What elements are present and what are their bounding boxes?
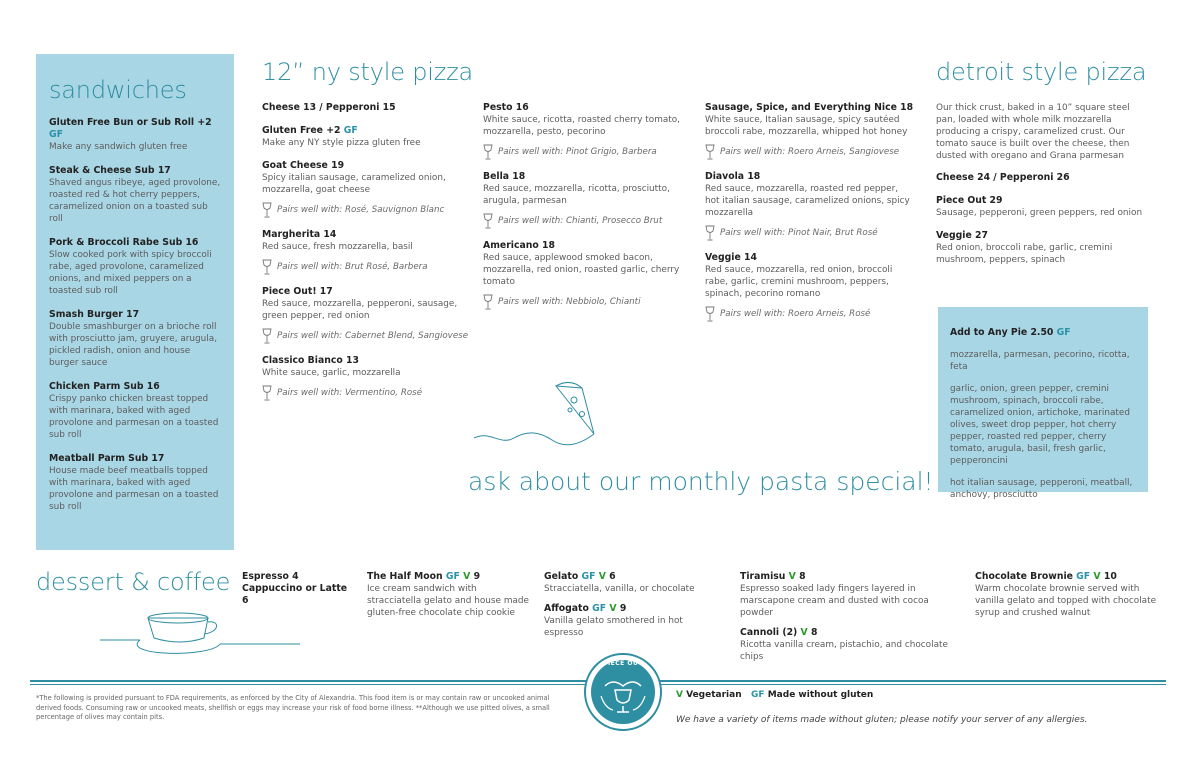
wine-glass-icon bbox=[705, 225, 715, 241]
menu-item-desc: Double smashburger on a brioche roll with prosciutto jam, gruyere, arugula, pickled radish, onion and house burger sauce bbox=[49, 322, 218, 368]
menu-item-name: Classico Bianco 13 bbox=[262, 355, 359, 366]
wine-pairing-text: Pairs well with: Roero Arneis, Rosé bbox=[720, 309, 871, 319]
dessert-price: 9 bbox=[619, 603, 627, 614]
menu-item-name: Cheese 24 / Pepperoni 26 bbox=[936, 172, 1070, 183]
dessert-item bbox=[740, 571, 960, 619]
dessert-item bbox=[367, 571, 532, 619]
menu-item-desc: Make any NY style pizza gluten free bbox=[262, 138, 421, 148]
menu-item-desc: Red sauce, mozzarella, roasted red pepper, hot italian sausage, caramelized onions, spicy mozzarella bbox=[705, 184, 910, 218]
pasta-special-banner: ask about our monthly pasta special! bbox=[468, 467, 934, 496]
dessert-item-desc: Warm chocolate brownie served with vanilla gelato and topped with chocolate syrup and crushed walnut bbox=[975, 584, 1157, 618]
menu-item-name: Veggie 14 bbox=[705, 252, 757, 263]
dessert-item bbox=[740, 627, 960, 663]
menu-item-desc: Crispy panko chicken breast topped with marinara, baked with aged provolone and parmesan on a toasted sub roll bbox=[49, 394, 219, 440]
menu-item bbox=[936, 172, 1151, 184]
menu-item-name: Pesto 16 bbox=[483, 102, 529, 113]
wine-glass-icon bbox=[262, 328, 272, 344]
wine-pairing bbox=[705, 144, 915, 160]
dessert-item-desc: Espresso soaked lady fingers layered in marscapone cream and dusted with cocoa powder bbox=[740, 584, 929, 618]
coffee-column bbox=[242, 571, 352, 607]
menu-item bbox=[262, 102, 472, 114]
menu-item-name: Smash Burger 17 bbox=[49, 309, 140, 320]
menu-item-name: Veggie 27 bbox=[936, 230, 988, 241]
detroit-intro: Our thick crust, baked in a 10” square steel pan, loaded with whole milk mozzarella producing a crispy, caramelized crust. Our tomato sauce is built over the cheese, then dusted with oregano and Grana parmesan bbox=[936, 103, 1130, 161]
cappuccino-item: Cappuccino or Latte 6 bbox=[242, 583, 348, 606]
dessert-item-desc: Stracciatella, vanilla, or chocolate bbox=[544, 584, 695, 594]
wine-pairing bbox=[262, 259, 472, 275]
menu-item bbox=[705, 252, 915, 322]
menu-item bbox=[705, 102, 915, 160]
menu-item bbox=[262, 355, 472, 401]
espresso-item: Espresso 4 bbox=[242, 571, 299, 582]
wine-glass-icon bbox=[262, 202, 272, 218]
wine-glass-icon bbox=[483, 213, 493, 229]
gf-tag: GF bbox=[1076, 571, 1091, 582]
dessert-item-name: Cannoli (2) V 8 bbox=[740, 627, 818, 638]
wine-pairing bbox=[262, 202, 472, 218]
menu-item bbox=[49, 237, 222, 297]
menu-item-name: Cheese 13 / Pepperoni 15 bbox=[262, 102, 396, 113]
wine-pairing-text: Pairs well with: Chianti, Prosecco Brut bbox=[498, 216, 663, 226]
menu-item-desc: White sauce, ricotta, roasted cherry tomato, mozzarella, pesto, pecorino bbox=[483, 115, 681, 137]
menu-item-desc: Make any sandwich gluten free bbox=[49, 142, 188, 152]
menu-item-desc: Red sauce, mozzarella, ricotta, prosciutto, arugula, parmesan bbox=[483, 184, 670, 206]
dessert-item bbox=[975, 571, 1160, 619]
dessert-item bbox=[544, 571, 724, 595]
menu-item-desc: Red sauce, fresh mozzarella, basil bbox=[262, 242, 413, 252]
dessert-column-1 bbox=[367, 571, 532, 627]
addon-group: mozzarella, parmesan, pecorino, ricotta, feta bbox=[950, 350, 1130, 372]
menu-item-name: Chicken Parm Sub 16 bbox=[49, 381, 160, 392]
menu-item-desc: White sauce, garlic, mozzarella bbox=[262, 368, 401, 378]
addon-group: hot italian sausage, pepperoni, meatball, anchovy, prosciutto bbox=[950, 478, 1133, 500]
wine-pairing bbox=[483, 294, 698, 310]
wine-pairing bbox=[262, 385, 472, 401]
wine-pairing bbox=[483, 144, 698, 160]
dessert-item-name: Chocolate Brownie GF V 10 bbox=[975, 571, 1117, 582]
vegetarian-tag: V bbox=[463, 571, 471, 582]
dessert-item-desc: Vanilla gelato smothered in hot espresso bbox=[544, 616, 683, 638]
wine-pairing bbox=[483, 213, 698, 229]
menu-item-name: Diavola 18 bbox=[705, 171, 761, 182]
wine-glass-icon bbox=[262, 259, 272, 275]
wine-pairing-text: Pairs well with: Pinot Nair, Brut Rosé bbox=[720, 228, 878, 238]
wine-pairing-text: Pairs well with: Brut Rosé, Barbera bbox=[277, 262, 428, 272]
wine-pairing-text: Pairs well with: Cabernet Blend, Sangiovese bbox=[277, 331, 469, 341]
menu-item bbox=[483, 171, 698, 229]
sandwiches-title: sandwiches bbox=[49, 76, 187, 104]
wine-glass-icon bbox=[705, 144, 715, 160]
menu-item bbox=[483, 240, 698, 310]
menu-item-name: Bella 18 bbox=[483, 171, 526, 182]
menu-item bbox=[262, 286, 472, 344]
vegetarian-tag: V bbox=[1093, 571, 1101, 582]
wine-pairing-text: Pairs well with: Roero Arneis, Sangiovese bbox=[720, 147, 900, 157]
wine-glass-icon bbox=[262, 385, 272, 401]
wine-glass-icon bbox=[705, 306, 715, 322]
dessert-item-desc: Ricotta vanilla cream, pistachio, and chocolate chips bbox=[740, 640, 948, 662]
menu-item bbox=[262, 160, 472, 218]
add-to-any-pie-panel bbox=[938, 307, 1148, 500]
dessert-price: 8 bbox=[811, 627, 818, 638]
sandwiches-list bbox=[49, 117, 222, 513]
menu-item-name: Americano 18 bbox=[483, 240, 555, 251]
diet-legend: V Vegetarian GF Made without gluten bbox=[676, 690, 874, 700]
gf-tag: GF bbox=[581, 571, 596, 582]
ny-pizza-title: 12” ny style pizza bbox=[262, 58, 474, 86]
menu-item-desc: Sausage, pepperoni, green peppers, red onion bbox=[936, 208, 1143, 218]
menu-item-desc: House made beef meatballs topped with marinara, baked with aged provolone and parmesan on a toasted sub roll bbox=[49, 466, 219, 512]
ny-pizza-column-3 bbox=[705, 102, 915, 333]
menu-item bbox=[49, 117, 222, 153]
ny-pizza-column-1 bbox=[262, 102, 472, 412]
dessert-item-desc: Ice cream sandwich with stracciatella gelato and house made gluten-free chocolate chip cookie bbox=[367, 584, 529, 618]
menu-item-name: Piece Out 29 bbox=[936, 195, 1003, 206]
detroit-pizza-column bbox=[936, 102, 1151, 277]
gf-tag: GF bbox=[592, 603, 607, 614]
wine-pairing-text: Pairs well with: Vermentino, Rosé bbox=[277, 388, 423, 398]
allergy-notice: We have a variety of items made without gluten; please notify your server of any allergies. bbox=[676, 715, 1088, 725]
dessert-item bbox=[544, 603, 724, 639]
pizza-slice-illustration bbox=[470, 380, 630, 450]
menu-item-name: Meatball Parm Sub 17 bbox=[49, 453, 165, 464]
menu-item bbox=[49, 381, 222, 441]
menu-item-name: Margherita 14 bbox=[262, 229, 337, 240]
dessert-column-4 bbox=[975, 571, 1160, 627]
menu-item-desc: Red sauce, mozzarella, red onion, broccoli rabe, garlic, cremini mushroom, peppers, spinach, pecorino romano bbox=[705, 265, 893, 299]
menu-item bbox=[705, 171, 915, 241]
addon-title: Add to Any Pie 2.50 GF bbox=[950, 327, 1071, 338]
wine-pairing bbox=[262, 328, 472, 344]
menu-item-name: Gluten Free +2 GF bbox=[262, 125, 358, 136]
menu-item-desc: Spicy italian sausage, caramelized onion, mozzarella, goat cheese bbox=[262, 173, 446, 195]
coffee-cup-illustration bbox=[100, 598, 300, 658]
dessert-price: 9 bbox=[473, 571, 481, 582]
menu-item-name: Steak & Cheese Sub 17 bbox=[49, 165, 171, 176]
menu-item bbox=[49, 309, 222, 369]
menu-item-name: Piece Out! 17 bbox=[262, 286, 333, 297]
dessert-item-name: The Half Moon GF V 9 bbox=[367, 571, 481, 582]
detroit-list bbox=[936, 172, 1151, 266]
wine-glass-icon bbox=[483, 144, 493, 160]
vegetarian-tag: V bbox=[609, 603, 617, 614]
wine-pairing-text: Pairs well with: Nebbiolo, Chianti bbox=[498, 297, 641, 307]
detroit-pizza-title: detroit style pizza bbox=[936, 58, 1147, 86]
gf-tag: GF bbox=[445, 571, 460, 582]
menu-item-name: Sausage, Spice, and Everything Nice 18 bbox=[705, 102, 914, 113]
menu-item-desc: Red sauce, mozzarella, pepperoni, sausage, green pepper, red onion bbox=[262, 299, 458, 321]
dessert-column-3 bbox=[740, 571, 960, 671]
vegetarian-tag: V bbox=[800, 627, 808, 638]
dessert-item-name: Tiramisu V 8 bbox=[740, 571, 806, 582]
ny-pizza-column-2 bbox=[483, 102, 698, 321]
menu-item bbox=[262, 125, 472, 149]
dessert-title: dessert & coffee bbox=[36, 568, 231, 596]
dessert-item-name: Affogato GF V 9 bbox=[544, 603, 627, 614]
menu-item bbox=[49, 165, 222, 225]
menu-item bbox=[936, 230, 1151, 266]
wine-pairing bbox=[705, 306, 915, 322]
dessert-price: 6 bbox=[609, 571, 616, 582]
menu-item-desc: Red sauce, applewood smoked bacon, mozzarella, red onion, roasted garlic, cherry tomato bbox=[483, 253, 680, 287]
dessert-item-name: Gelato GF V 6 bbox=[544, 571, 616, 582]
dessert-column-2 bbox=[544, 571, 724, 647]
menu-item-desc: Shaved angus ribeye, aged provolone, roasted red & hot cherry peppers, caramelized onion on a toasted sub roll bbox=[49, 178, 221, 224]
wine-glass-icon bbox=[483, 294, 493, 310]
vegetarian-tag: V bbox=[598, 571, 606, 582]
menu-item bbox=[936, 195, 1151, 219]
logo-text: PIECE OUT bbox=[603, 660, 643, 667]
menu-item-name: Pork & Broccoli Rabe Sub 16 bbox=[49, 237, 199, 248]
wine-pairing bbox=[705, 225, 915, 241]
legal-disclaimer: *The following is provided pursuant to FDA requirements, as enforced by the City of Alexandria. This food item is or may contain raw or uncooked animal derived foods. Consuming raw or uncooked meats, shellfish or eggs may increase your risk of food borne illness. **Although we use pitted olives, a small percentage of olives may contain pits. bbox=[36, 694, 550, 721]
dessert-price: 10 bbox=[1103, 571, 1117, 582]
menu-item-name: Goat Cheese 19 bbox=[262, 160, 345, 171]
menu-item bbox=[49, 453, 222, 513]
menu-item-name: Gluten Free Bun or Sub Roll +2 GF bbox=[49, 117, 212, 140]
gf-tag: GF bbox=[343, 125, 358, 136]
menu-item-desc: White sauce, Italian sausage, spicy sautéed broccoli rabe, mozzarella, whipped hot honey bbox=[705, 115, 908, 137]
sandwiches-panel bbox=[36, 54, 234, 550]
addon-group: garlic, onion, green pepper, cremini mushroom, spinach, broccoli rabe, caramelized onion, artichoke, marinated olives, sweet drop pepper, hot cherry pepper, roasted red pepper, cherry tomato, arugula, basil, fresh garlic, pepperoncini bbox=[950, 384, 1130, 466]
vegetarian-tag: V bbox=[788, 571, 796, 582]
wine-pairing-text: Pairs well with: Pinot Grigio, Barbera bbox=[498, 147, 657, 157]
menu-item-desc: Red onion, broccoli rabe, garlic, cremini mushroom, peppers, spinach bbox=[936, 243, 1113, 265]
dessert-price: 8 bbox=[799, 571, 806, 582]
addon-groups bbox=[950, 349, 1136, 501]
menu-item-desc: Slow cooked pork with spicy broccoli rabe, aged provolone, caramelized onions, and mixed peppers on a toasted sub roll bbox=[49, 250, 212, 296]
gf-tag: GF bbox=[49, 129, 63, 140]
wine-pairing-text: Pairs well with: Rosé, Sauvignon Blanc bbox=[277, 205, 445, 215]
menu-item bbox=[483, 102, 698, 160]
menu-item bbox=[262, 229, 472, 275]
